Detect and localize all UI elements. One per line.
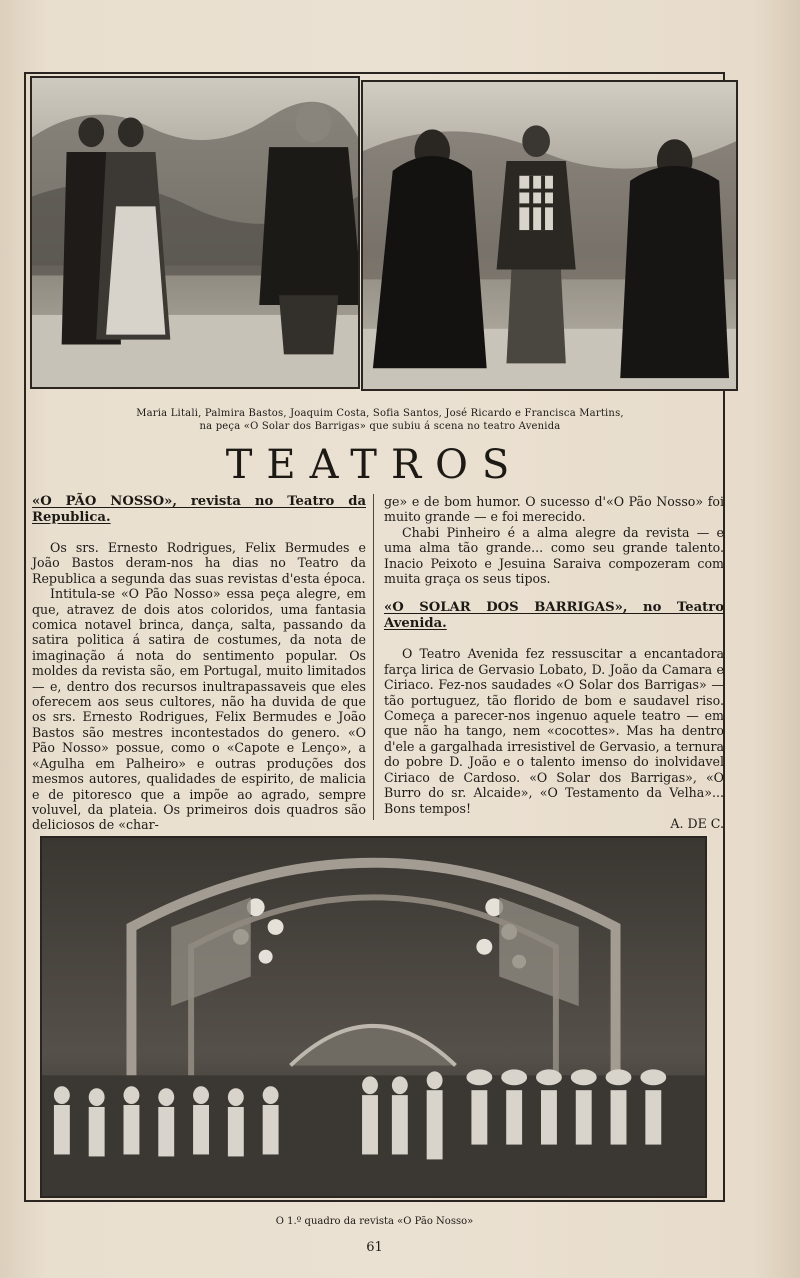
column-right [384,494,724,831]
article1-paragraph-1: Os srs. Ernesto Rodrigues, Felix Bermudes e João Bastos deram-nos ha dias no Teatro da Republica a segunda das suas revistas d'esta época. [32,540,366,586]
caption-top-line1: Maria Litali, Palmira Bastos, Joaquim Costa, Sofia Santos, José Ricardo e Francisca Martins, [136,408,624,419]
caption-top [60,407,700,433]
photo-top-left [30,76,360,389]
photo-top-left-image [32,78,358,387]
photo-top-right-image [363,82,736,389]
article2-paragraph-1: O Teatro Avenida fez ressuscitar a encantadora farça lirica de Gervasio Lobato, D. João da Camara e Ciriaco. Fez-nos saudades «O Solar dos Barrigas» — tão portuguez, tão florido de bom e saudavel riso. Começa a parecer-nos ingenuo aquele teatro — em que não ha tango, nem «cocottes». Mas ha dentro d'ele a gargalhada irresistivel de Gervasio, a ternura do pobre D. João e o talento imenso do inolvidavel Ciriaco de Cardoso. «O Solar dos Barrigas», «O Burro do sr. Alcaide», «O Testamento da Velha»... Bons tempos! [384,646,724,816]
photo-bottom-image [42,838,705,1196]
photo-top-right [361,80,738,391]
article1-paragraph-3: ge» e de bom humor. O sucesso d'«O Pão Nosso» foi muito grande — e foi merecido. [384,494,724,525]
section-title: TEATROS [225,442,524,488]
article2-heading: «O SOLAR DOS BARRIGAS», no Teatro Avenida. [384,600,724,632]
photo-bottom [40,836,707,1198]
article1-paragraph-4: Chabi Pinheiro é a alma alegre da revista — e uma alma tão grande... como seu grande talento. Inacio Peixoto e Jesuina Saraiva compozeram com muita graça os seus tipos. [384,524,724,587]
article1-paragraph-2: Intitula-se «O Pão Nosso» essa peça alegre, em que, atravez de dois atos coloridos, uma fantasia comica notavel brinca, dança, salta, passando da satira politica á satira de costumes, da nota de imaginação á nota do sentimento popular. Os moldes da revista são, em Portugal, muito limitados — e, dentro dos recursos inultrapassaveis que eles oferecem aos seus cultores, não ha duvida de que os srs. Ernesto Rodrigues, Felix Bermudes e João Bastos são mestres incontestados do genero. «O Pão Nosso» possue, como o «Capote e Lenço», a «Agulha em Palheiro» e outras produções dos mesmos autores, qualidades de espirito, de malicia e de pitoresco que a impõe ao agrado, sempre voluvel, da plateia. Os primeiros dois quadros são deliciosos de «char- [32,586,366,833]
caption-top-line2: na peça «O Solar dos Barrigas» que subiu á scena no teatro Avenida [199,421,561,432]
column-divider [373,494,374,820]
article2-signature: A. DE C. [670,815,724,831]
column-left [32,494,366,833]
article1-heading: «O PÃO NOSSO», revista no Teatro da Republica. [32,494,366,525]
caption-bottom: O 1.º quadro da revista «O Pão Nosso» [275,1216,474,1227]
page-number: 61 [366,1240,383,1255]
